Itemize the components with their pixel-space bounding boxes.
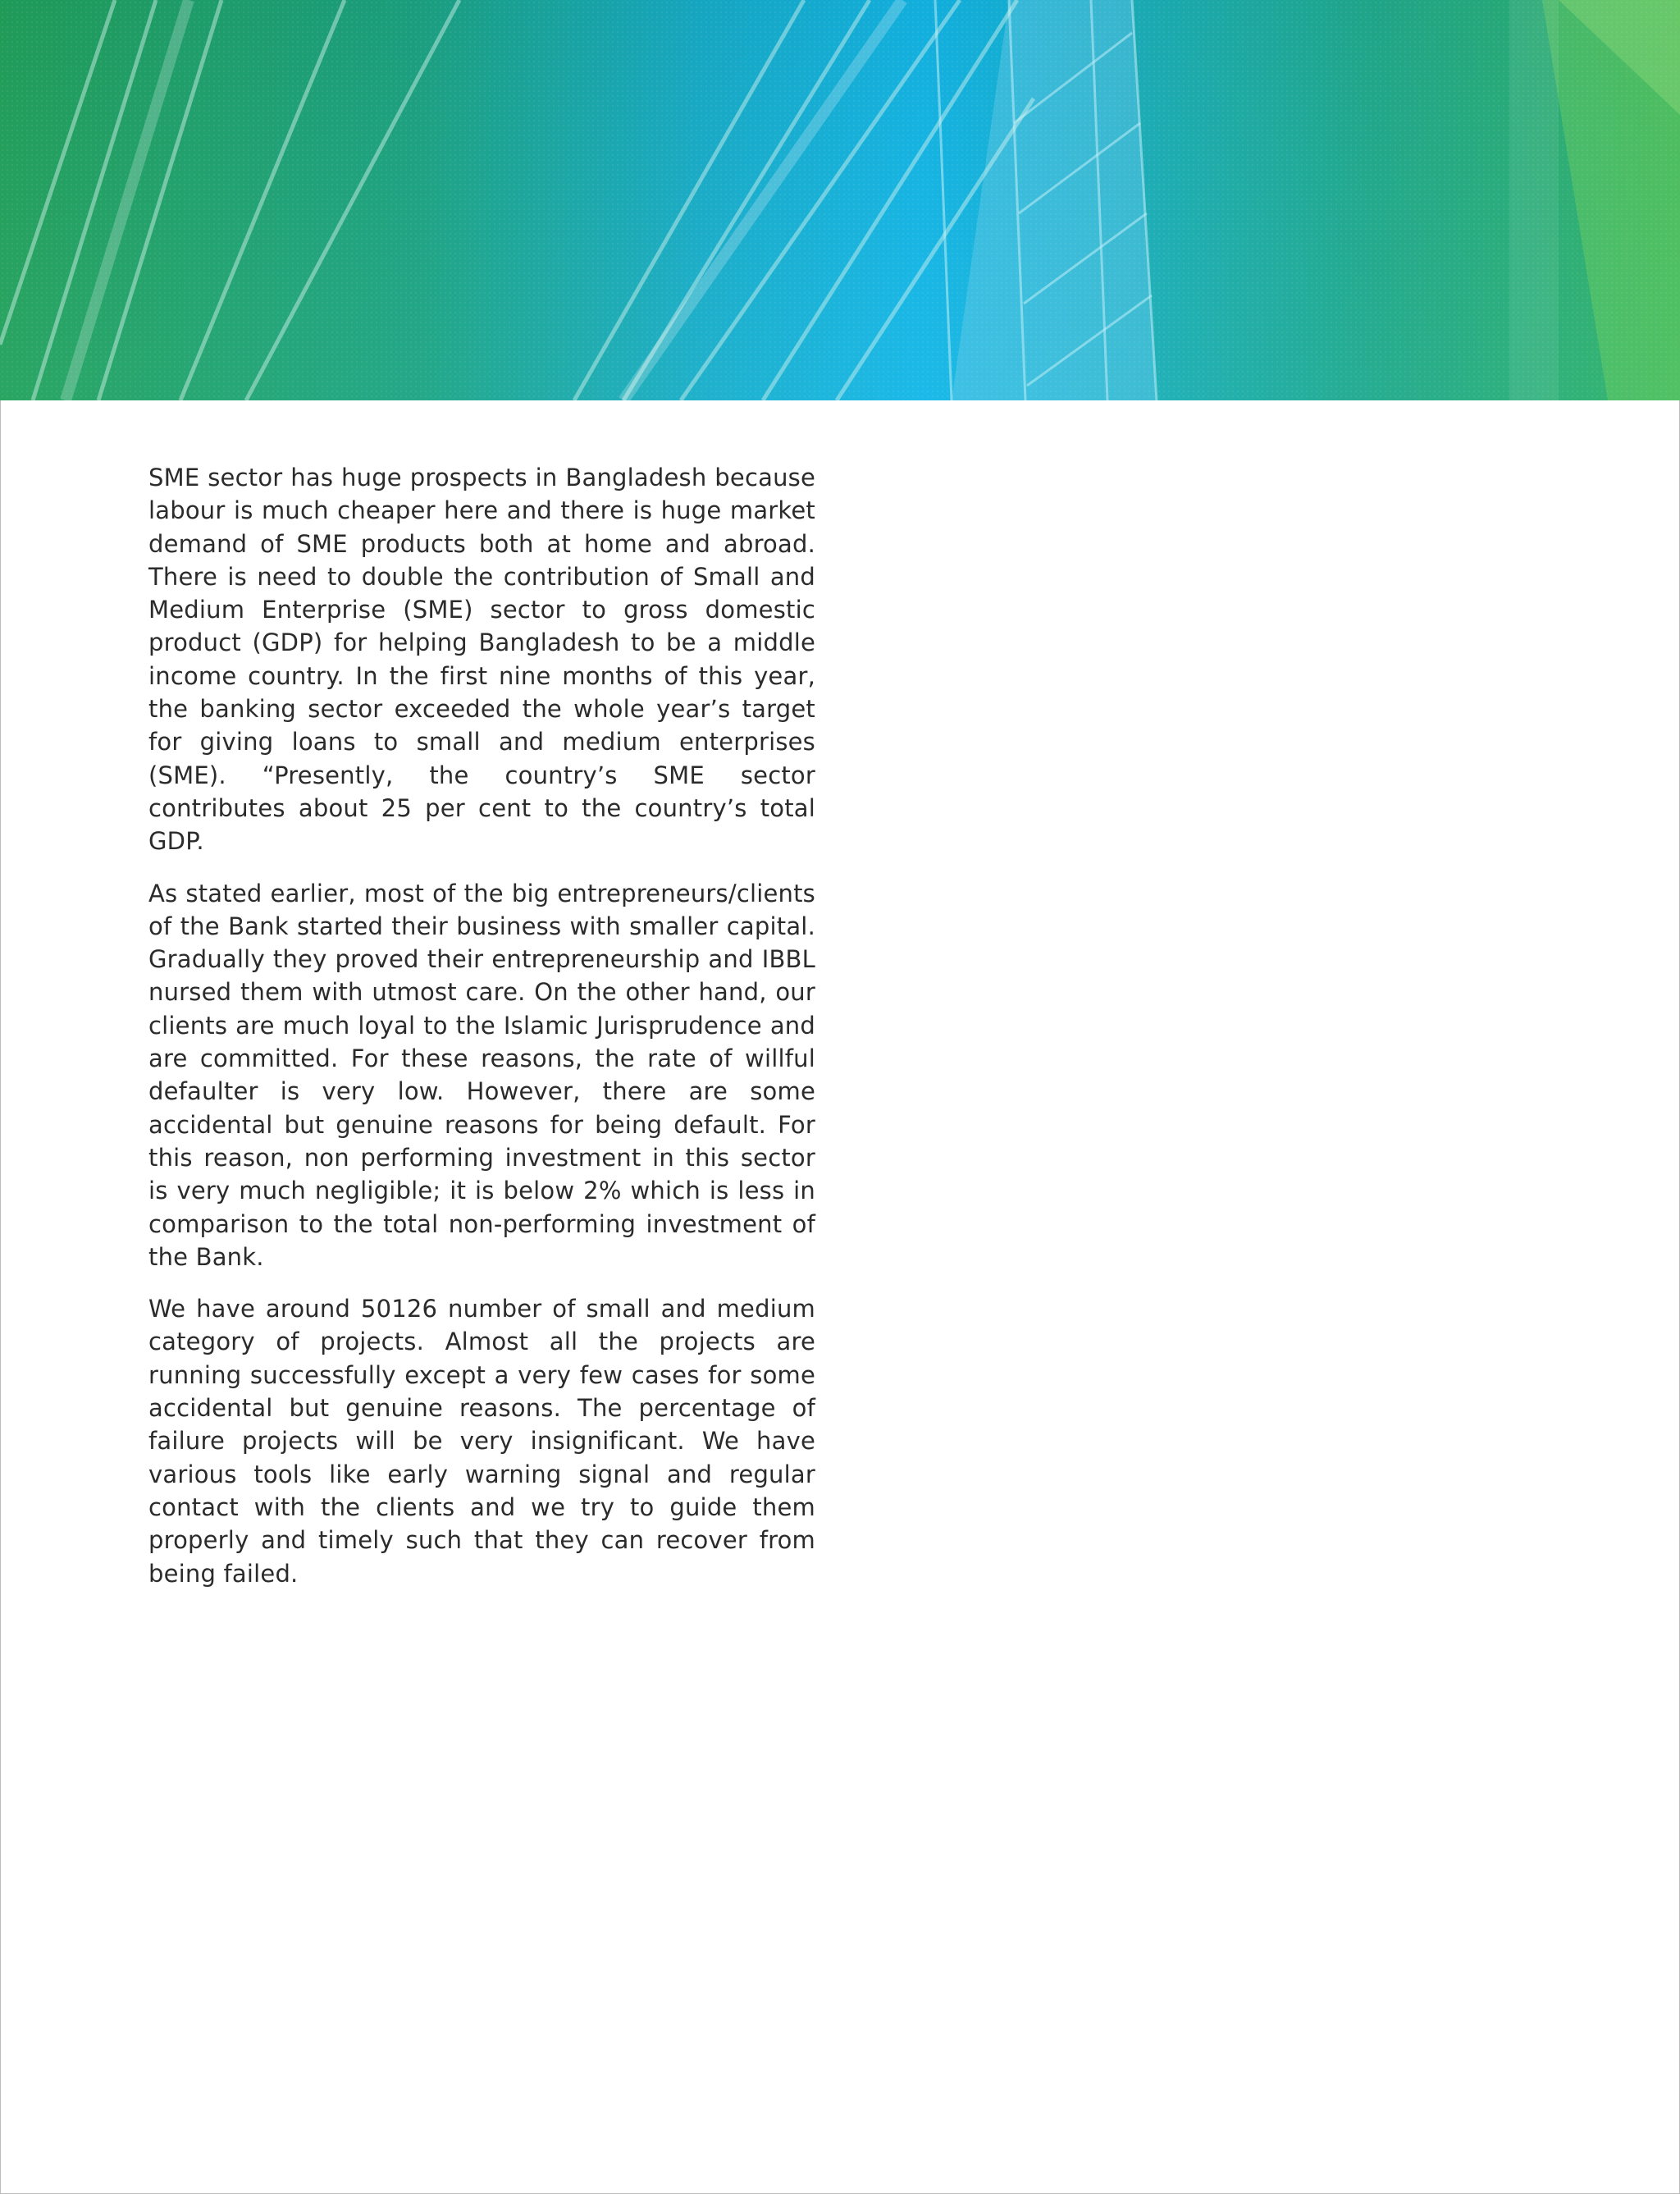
paragraph-sme-prospects: SME sector has huge prospects in Bangladesh because labour is much cheaper here and there is huge market demand of SME products both at home and abroad. There is need to double the contribution of Small and Medium Enterprise (SME) sector to gross domestic product (GDP) for helping Bangladesh to be a middle income country. In the first nine months of this year, the banking sector exceeded the whole year’s target for giving loans to small and medium enterprises (SME). “Presently, the country’s SME sector contributes about 25 per cent to the country’s total GDP.: [148, 464, 815, 856]
banner-graphic: [0, 0, 1680, 400]
body-text: [148, 461, 815, 1609]
header-banner-image: [0, 0, 1680, 400]
paragraph-entrepreneurs: As stated earlier, most of the big entrepreneurs/clients of the Bank started their business with smaller capital. Gradually they proved their entrepreneurship and IBBL nursed them with utmost care. On the other hand, our clients are much loyal to the Islamic Jurisprudence and are committed. For these reasons, the rate of willful defaulter is very low. However, there are some accidental but genuine reasons for being default. For this reason, non performing investment in this sector is very much negligible; it is below 2% which is less in comparison to the total non-performing investment of the Bank.: [148, 879, 815, 1271]
paragraph-projects: We have around 50126 number of small and medium category of projects. Almost all the projects are running successfully except a very few cases for some accidental but genuine reasons. The percentage of failure projects will be very insignificant. We have various tools like early warning signal and regular contact with the clients and we try to guide them properly and timely such that they can recover from being failed.: [148, 1295, 815, 1588]
